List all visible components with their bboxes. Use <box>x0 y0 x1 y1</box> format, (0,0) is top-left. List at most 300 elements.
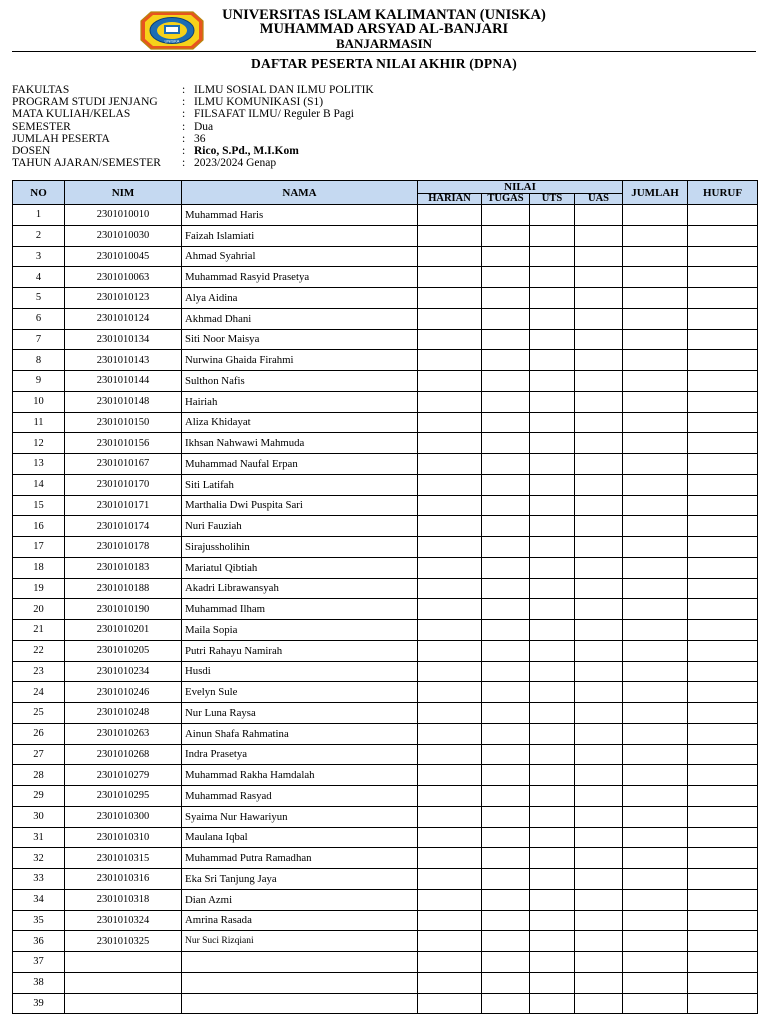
cell-uas <box>575 288 623 309</box>
cell-huruf <box>688 225 758 246</box>
cell-nim: 2301010248 <box>65 703 182 724</box>
cell-no: 39 <box>13 993 65 1014</box>
table-row <box>13 848 758 869</box>
cell-no: 8 <box>13 350 65 371</box>
cell-harian <box>418 433 482 454</box>
cell-jumlah <box>623 246 688 267</box>
cell-no: 3 <box>13 246 65 267</box>
cell-nim: 2301010150 <box>65 412 182 433</box>
cell-nama: Dian Azmi <box>182 889 418 910</box>
cell-nama: Putri Rahayu Namirah <box>182 640 418 661</box>
table-row <box>13 474 758 495</box>
cell-nama: Maila Sopia <box>182 620 418 641</box>
cell-harian <box>418 910 482 931</box>
cell-no: 30 <box>13 806 65 827</box>
cell-uts <box>530 972 575 993</box>
cell-harian <box>418 765 482 786</box>
cell-uts <box>530 661 575 682</box>
cell-nama: Muhammad Haris <box>182 205 418 226</box>
cell-jumlah <box>623 972 688 993</box>
cell-jumlah <box>623 620 688 641</box>
table-row <box>13 889 758 910</box>
cell-uts <box>530 454 575 475</box>
cell-uts <box>530 288 575 309</box>
cell-uas <box>575 848 623 869</box>
cell-uts <box>530 329 575 350</box>
table-row <box>13 495 758 516</box>
cell-no: 29 <box>13 786 65 807</box>
cell-harian <box>418 288 482 309</box>
info-value: 2023/2024 Genap <box>194 157 277 170</box>
cell-harian <box>418 391 482 412</box>
cell-nim: 2301010010 <box>65 205 182 226</box>
cell-no: 24 <box>13 682 65 703</box>
cell-harian <box>418 993 482 1014</box>
cell-harian <box>418 640 482 661</box>
cell-no: 11 <box>13 412 65 433</box>
cell-uts <box>530 786 575 807</box>
cell-tugas <box>482 827 530 848</box>
cell-tugas <box>482 765 530 786</box>
cell-nama: Muhammad Naufal Erpan <box>182 454 418 475</box>
cell-uts <box>530 703 575 724</box>
cell-huruf <box>688 703 758 724</box>
cell-nama: Muhammad Putra Ramadhan <box>182 848 418 869</box>
cell-no: 31 <box>13 827 65 848</box>
cell-nama <box>182 952 418 973</box>
cell-jumlah <box>623 391 688 412</box>
table-row <box>13 267 758 288</box>
table-row <box>13 225 758 246</box>
header-tugas: TUGAS <box>482 194 530 205</box>
cell-jumlah <box>623 267 688 288</box>
cell-no: 32 <box>13 848 65 869</box>
table-row <box>13 371 758 392</box>
cell-uts <box>530 308 575 329</box>
cell-huruf <box>688 620 758 641</box>
cell-no: 25 <box>13 703 65 724</box>
table-row <box>13 557 758 578</box>
cell-harian <box>418 931 482 952</box>
cell-harian <box>418 661 482 682</box>
cell-nama: Sulthon Nafis <box>182 371 418 392</box>
cell-no: 37 <box>13 952 65 973</box>
cell-no: 23 <box>13 661 65 682</box>
cell-jumlah <box>623 889 688 910</box>
cell-no: 6 <box>13 308 65 329</box>
cell-huruf <box>688 744 758 765</box>
info-separator: : <box>182 96 186 109</box>
cell-huruf <box>688 599 758 620</box>
cell-tugas <box>482 869 530 890</box>
info-value: ILMU SOSIAL DAN ILMU POLITIK <box>194 84 374 96</box>
cell-uts <box>530 827 575 848</box>
cell-uts <box>530 723 575 744</box>
cell-jumlah <box>623 474 688 495</box>
cell-tugas <box>482 225 530 246</box>
cell-uas <box>575 474 623 495</box>
cell-nama: Syaima Nur Hawariyun <box>182 806 418 827</box>
cell-no: 13 <box>13 454 65 475</box>
table-row <box>13 350 758 371</box>
cell-uas <box>575 371 623 392</box>
cell-no: 28 <box>13 765 65 786</box>
cell-nim: 2301010183 <box>65 557 182 578</box>
table-row <box>13 516 758 537</box>
cell-no: 4 <box>13 267 65 288</box>
table-row <box>13 205 758 226</box>
cell-tugas <box>482 308 530 329</box>
cell-uts <box>530 537 575 558</box>
logo-text: UNISKA <box>164 38 180 44</box>
cell-uas <box>575 350 623 371</box>
cell-tugas <box>482 557 530 578</box>
cell-jumlah <box>623 288 688 309</box>
cell-nama: Siti Noor Maisya <box>182 329 418 350</box>
cell-uts <box>530 640 575 661</box>
cell-nama: Marthalia Dwi Puspita Sari <box>182 495 418 516</box>
cell-nim: 2301010148 <box>65 391 182 412</box>
cell-tugas <box>482 744 530 765</box>
table-row <box>13 682 758 703</box>
cell-uts <box>530 412 575 433</box>
cell-uas <box>575 661 623 682</box>
cell-nama: Maulana Iqbal <box>182 827 418 848</box>
cell-tugas <box>482 329 530 350</box>
cell-uas <box>575 454 623 475</box>
cell-uts <box>530 910 575 931</box>
cell-uts <box>530 993 575 1014</box>
cell-nim: 2301010143 <box>65 350 182 371</box>
info-row <box>12 121 374 133</box>
cell-huruf <box>688 578 758 599</box>
info-row <box>12 145 374 157</box>
cell-harian <box>418 495 482 516</box>
cell-uas <box>575 433 623 454</box>
cell-nim: 2301010234 <box>65 661 182 682</box>
cell-nama: Faizah Islamiati <box>182 225 418 246</box>
cell-harian <box>418 952 482 973</box>
cell-uts <box>530 889 575 910</box>
cell-harian <box>418 703 482 724</box>
cell-jumlah <box>623 454 688 475</box>
cell-nama: Eka Sri Tanjung Jaya <box>182 869 418 890</box>
cell-tugas <box>482 661 530 682</box>
cell-nim: 2301010324 <box>65 910 182 931</box>
cell-huruf <box>688 827 758 848</box>
cell-nama: Amrina Rasada <box>182 910 418 931</box>
cell-tugas <box>482 931 530 952</box>
cell-harian <box>418 267 482 288</box>
cell-nim: 2301010170 <box>65 474 182 495</box>
cell-nama: Muhammad Ilham <box>182 599 418 620</box>
cell-harian <box>418 682 482 703</box>
cell-huruf <box>688 765 758 786</box>
cell-huruf <box>688 557 758 578</box>
cell-no: 5 <box>13 288 65 309</box>
cell-huruf <box>688 952 758 973</box>
cell-nim: 2301010318 <box>65 889 182 910</box>
table-row <box>13 391 758 412</box>
cell-huruf <box>688 433 758 454</box>
cell-nama: Nur Luna Raysa <box>182 703 418 724</box>
cell-jumlah <box>623 205 688 226</box>
cell-uts <box>530 516 575 537</box>
cell-tugas <box>482 288 530 309</box>
cell-uts <box>530 578 575 599</box>
cell-uts <box>530 350 575 371</box>
cell-uts <box>530 391 575 412</box>
course-info <box>12 84 374 169</box>
table-row <box>13 329 758 350</box>
header-divider <box>12 51 756 52</box>
cell-huruf <box>688 308 758 329</box>
cell-uts <box>530 682 575 703</box>
cell-nim: 2301010144 <box>65 371 182 392</box>
cell-tugas <box>482 495 530 516</box>
cell-jumlah <box>623 765 688 786</box>
cell-harian <box>418 454 482 475</box>
cell-huruf <box>688 848 758 869</box>
cell-tugas <box>482 267 530 288</box>
cell-nim: 2301010156 <box>65 433 182 454</box>
cell-harian <box>418 723 482 744</box>
cell-nama: Hairiah <box>182 391 418 412</box>
cell-huruf <box>688 474 758 495</box>
cell-nama: Nurwina Ghaida Firahmi <box>182 350 418 371</box>
cell-nim: 2301010188 <box>65 578 182 599</box>
table-row <box>13 537 758 558</box>
cell-uts <box>530 931 575 952</box>
cell-nama: Muhammad Rasyid Prasetya <box>182 267 418 288</box>
cell-tugas <box>482 703 530 724</box>
table-row <box>13 806 758 827</box>
cell-nama <box>182 972 418 993</box>
info-value: Dua <box>194 120 214 133</box>
cell-harian <box>418 412 482 433</box>
cell-no: 9 <box>13 371 65 392</box>
cell-uas <box>575 827 623 848</box>
table-row <box>13 869 758 890</box>
cell-huruf <box>688 723 758 744</box>
cell-uts <box>530 869 575 890</box>
cell-tugas <box>482 682 530 703</box>
cell-tugas <box>482 640 530 661</box>
cell-tugas <box>482 371 530 392</box>
cell-jumlah <box>623 993 688 1014</box>
cell-uts <box>530 620 575 641</box>
cell-nama: Husdi <box>182 661 418 682</box>
cell-jumlah <box>623 412 688 433</box>
cell-huruf <box>688 350 758 371</box>
cell-nim: 2301010279 <box>65 765 182 786</box>
cell-nim: 2301010325 <box>65 931 182 952</box>
cell-uas <box>575 806 623 827</box>
cell-nama: Alya Aidina <box>182 288 418 309</box>
cell-nim: 2301010178 <box>65 537 182 558</box>
cell-nama: Akadri Librawansyah <box>182 578 418 599</box>
cell-jumlah <box>623 786 688 807</box>
cell-jumlah <box>623 371 688 392</box>
cell-nim: 2301010190 <box>65 599 182 620</box>
cell-tugas <box>482 910 530 931</box>
cell-tugas <box>482 412 530 433</box>
university-name: UNIVERSITAS ISLAM KALIMANTAN (UNISKA) <box>222 7 546 23</box>
cell-harian <box>418 350 482 371</box>
cell-huruf <box>688 288 758 309</box>
cell-uts <box>530 557 575 578</box>
cell-tugas <box>482 391 530 412</box>
cell-uas <box>575 599 623 620</box>
cell-huruf <box>688 806 758 827</box>
table-row <box>13 972 758 993</box>
cell-huruf <box>688 329 758 350</box>
cell-uas <box>575 744 623 765</box>
cell-uas <box>575 495 623 516</box>
cell-jumlah <box>623 495 688 516</box>
cell-huruf <box>688 246 758 267</box>
cell-tugas <box>482 952 530 973</box>
cell-uas <box>575 765 623 786</box>
cell-uas <box>575 412 623 433</box>
cell-harian <box>418 474 482 495</box>
cell-jumlah <box>623 869 688 890</box>
cell-uas <box>575 972 623 993</box>
table-row <box>13 288 758 309</box>
cell-nama: Muhammad Rasyad <box>182 786 418 807</box>
cell-no: 7 <box>13 329 65 350</box>
cell-no: 34 <box>13 889 65 910</box>
table-row <box>13 599 758 620</box>
cell-huruf <box>688 682 758 703</box>
info-row <box>12 133 374 145</box>
info-separator: : <box>182 144 186 157</box>
cell-jumlah <box>623 516 688 537</box>
cell-tugas <box>482 433 530 454</box>
cell-harian <box>418 329 482 350</box>
cell-huruf <box>688 454 758 475</box>
info-value: FILSAFAT ILMU/ Reguler B Pagi <box>194 108 354 121</box>
cell-no: 12 <box>13 433 65 454</box>
cell-nim: 2301010205 <box>65 640 182 661</box>
cell-harian <box>418 869 482 890</box>
cell-huruf <box>688 537 758 558</box>
cell-no: 15 <box>13 495 65 516</box>
university-city: BANJARMASIN <box>335 36 433 51</box>
cell-uas <box>575 537 623 558</box>
header-no: NO <box>13 181 65 205</box>
cell-nama: Muhammad Rakha Hamdalah <box>182 765 418 786</box>
cell-tugas <box>482 806 530 827</box>
cell-tugas <box>482 889 530 910</box>
table-row <box>13 308 758 329</box>
cell-nama: Aliza Khidayat <box>182 412 418 433</box>
cell-huruf <box>688 972 758 993</box>
cell-jumlah <box>623 308 688 329</box>
cell-nim <box>65 952 182 973</box>
header-uas: UAS <box>575 194 623 205</box>
table-row <box>13 931 758 952</box>
header-huruf: HURUF <box>688 181 758 205</box>
cell-uas <box>575 682 623 703</box>
cell-uts <box>530 225 575 246</box>
cell-harian <box>418 786 482 807</box>
info-separator: : <box>182 132 186 145</box>
cell-no: 18 <box>13 557 65 578</box>
cell-nama: Ikhsan Nahwawi Mahmuda <box>182 433 418 454</box>
cell-nama: Indra Prasetya <box>182 744 418 765</box>
cell-tugas <box>482 723 530 744</box>
cell-uas <box>575 205 623 226</box>
header-nim: NIM <box>65 181 182 205</box>
university-subname: MUHAMMAD ARSYAD AL-BANJARI <box>259 21 509 37</box>
table-row <box>13 744 758 765</box>
cell-uts <box>530 952 575 973</box>
cell-jumlah <box>623 910 688 931</box>
cell-huruf <box>688 661 758 682</box>
cell-uas <box>575 329 623 350</box>
info-label: MATA KULIAH/KELAS <box>12 108 131 121</box>
cell-uas <box>575 993 623 1014</box>
cell-uts <box>530 848 575 869</box>
cell-nim: 2301010316 <box>65 869 182 890</box>
info-label: TAHUN AJARAN/SEMESTER <box>12 157 161 170</box>
cell-uts <box>530 599 575 620</box>
cell-no: 21 <box>13 620 65 641</box>
cell-uas <box>575 308 623 329</box>
cell-tugas <box>482 578 530 599</box>
cell-harian <box>418 827 482 848</box>
table-row <box>13 433 758 454</box>
cell-huruf <box>688 391 758 412</box>
cell-uas <box>575 786 623 807</box>
cell-no: 14 <box>13 474 65 495</box>
header-harian: HARIAN <box>418 194 482 205</box>
cell-uas <box>575 869 623 890</box>
cell-uas <box>575 889 623 910</box>
cell-nim: 2301010268 <box>65 744 182 765</box>
table-row <box>13 578 758 599</box>
cell-uts <box>530 433 575 454</box>
cell-jumlah <box>623 827 688 848</box>
cell-nim: 2301010134 <box>65 329 182 350</box>
table-row <box>13 952 758 973</box>
table-row <box>13 454 758 475</box>
cell-jumlah <box>623 848 688 869</box>
cell-harian <box>418 537 482 558</box>
cell-jumlah <box>623 703 688 724</box>
info-separator: : <box>182 108 186 121</box>
cell-nim: 2301010263 <box>65 723 182 744</box>
cell-uts <box>530 744 575 765</box>
cell-jumlah <box>623 537 688 558</box>
cell-nim: 2301010300 <box>65 806 182 827</box>
cell-nim: 2301010246 <box>65 682 182 703</box>
cell-tugas <box>482 972 530 993</box>
cell-uts <box>530 495 575 516</box>
table-row <box>13 412 758 433</box>
cell-no: 2 <box>13 225 65 246</box>
cell-nama: Ainun Shafa Rahmatina <box>182 723 418 744</box>
cell-uas <box>575 620 623 641</box>
info-row <box>12 96 374 108</box>
cell-harian <box>418 620 482 641</box>
cell-no: 16 <box>13 516 65 537</box>
cell-nim: 2301010030 <box>65 225 182 246</box>
cell-nim: 2301010315 <box>65 848 182 869</box>
cell-no: 10 <box>13 391 65 412</box>
cell-nim: 2301010167 <box>65 454 182 475</box>
